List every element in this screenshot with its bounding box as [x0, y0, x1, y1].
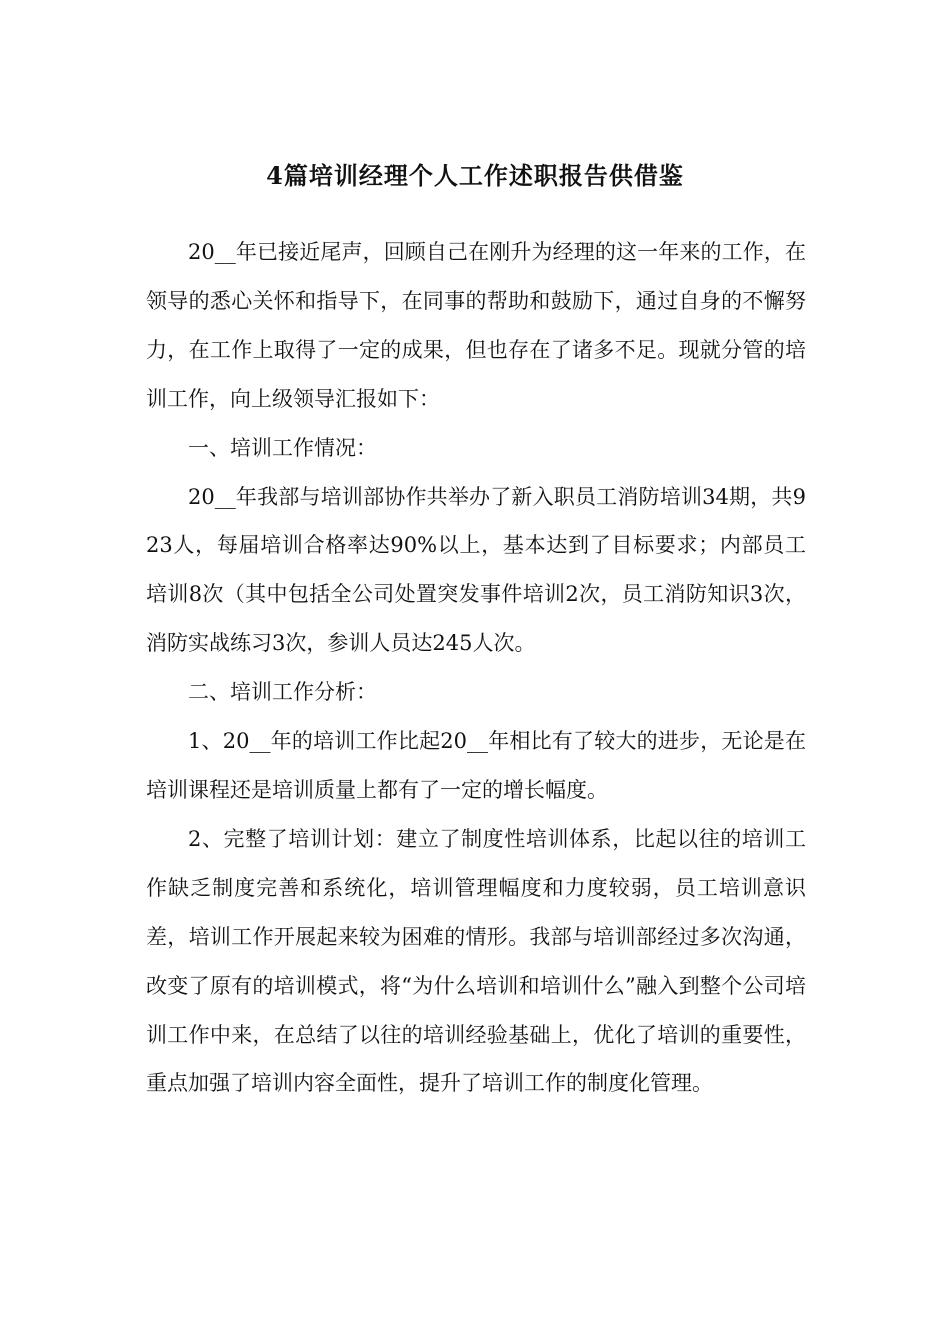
paragraph-training-status: 20__年我部与培训部协作共举办了新入职员工消防培训34期，共923人，每届培训合格率达90%以上，基本达到了目标要求；内部员工培训8次（其中包括全公司处置突发事件培训2次，员工消防知识3次，消防实战练习3次，参训人员达245人次。: [146, 484, 806, 656]
section-heading-2: 二、培训工作分析：: [188, 680, 377, 705]
document-title: 4篇培训经理个人工作述职报告供借鉴: [266, 161, 684, 190]
document-body: [146, 228, 806, 1108]
section-heading-1: 一、培训工作情况：: [188, 435, 377, 460]
paragraph-analysis-2: 2、完整了培训计划：建立了制度性培训体系，比起以往的培训工作缺乏制度完善和系统化，培训管理幅度和力度较弱，员工培训意识差，培训工作开展起来较为困难的情形。我部与培训部经过多次沟通，改变了原有的培训模式，将“为什么培训和培训什么”融入到整个公司培训工作中来，在总结了以往的培训经验基础上，优化了培训的重要性，重点加强了培训内容全面性，提升了培训工作的制度化管理。: [146, 826, 806, 1096]
paragraph-analysis-1: 1、20__年的培训工作比起20__年相比有了较大的进步，无论是在培训课程还是培训质量上都有了一定的增长幅度。: [146, 729, 806, 802]
paragraph-intro: 20__年已接近尾声，回顾自己在刚升为经理的这一年来的工作，在领导的悉心关怀和指导下，在同事的帮助和鼓励下，通过自身的不懈努力，在工作上取得了一定的成果，但也存在了诸多不足。现就分管的培训工作，向上级领导汇报如下：: [146, 240, 806, 411]
